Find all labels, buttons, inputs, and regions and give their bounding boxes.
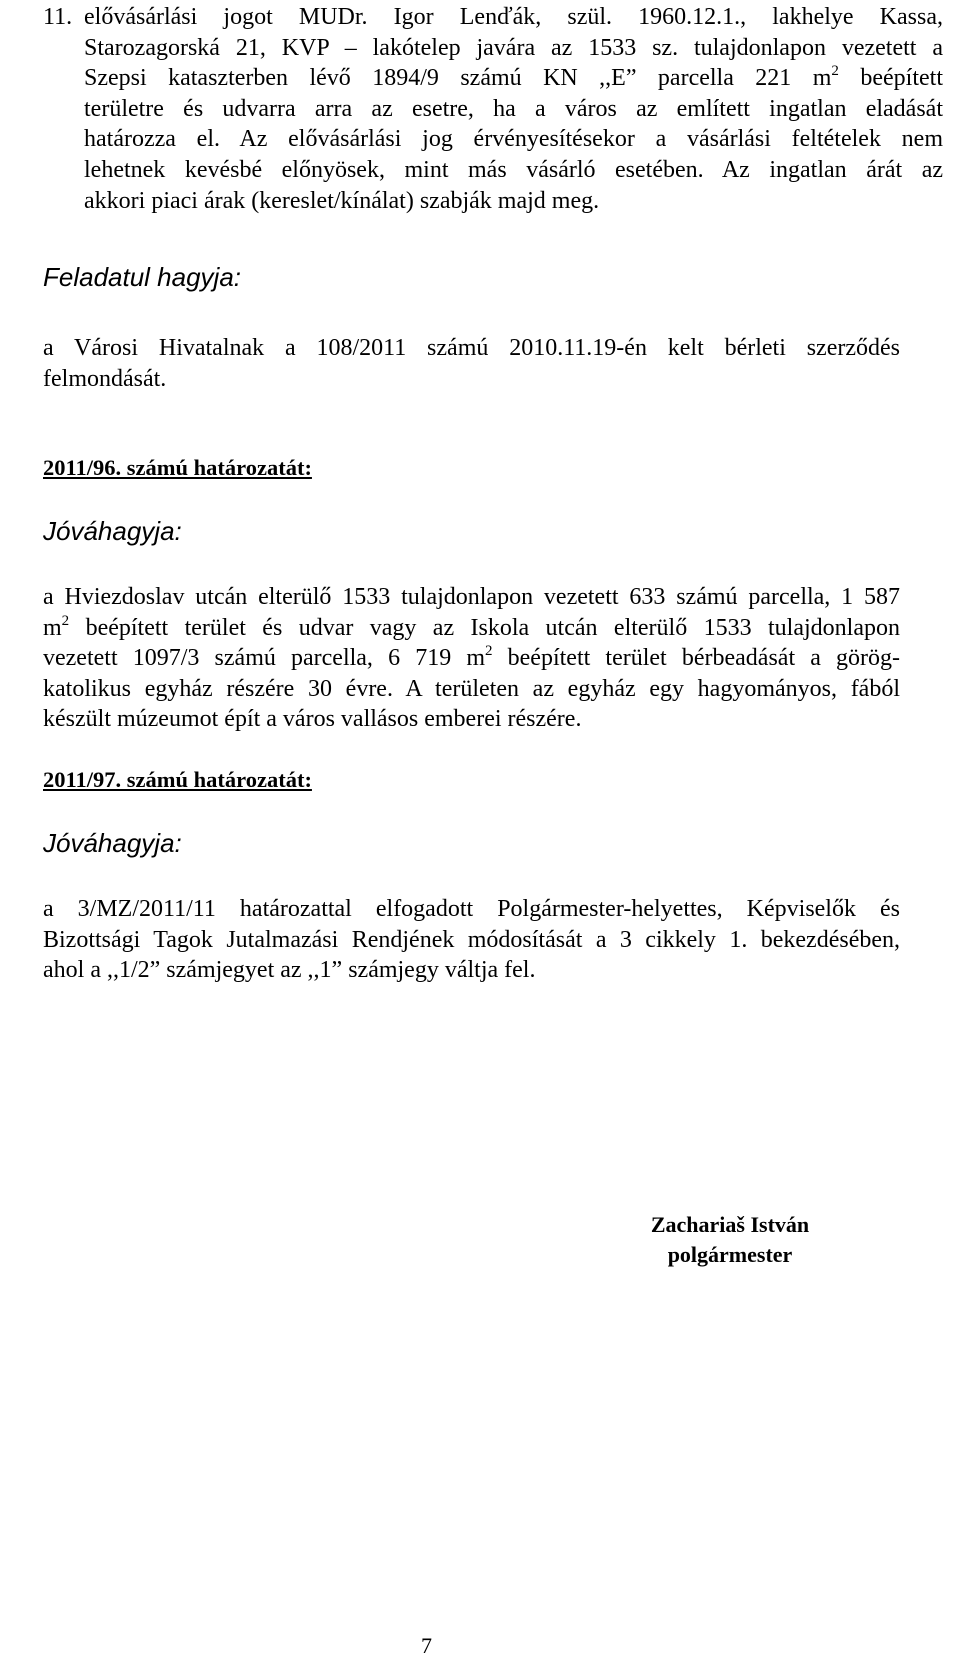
item-11 [43,2,943,216]
item-11-line-3-main: Szepsi kataszterben lévő 1894/9 számú KN ,,E” parcella 221 m [84,65,832,92]
res96-line-2-rest: beépített terület és udvar vagy az Iskola utcán elterülő 1533 tulajdonlapon [85,614,900,641]
item-11-line-1: elővásárlási jogot MUDr. Igor Lenďák, szül. 1960.12.1., lakhelye Kassa, [84,4,943,30]
item-11-line-3-end: beépített [838,65,943,92]
res96-line-1: a Hviezdoslav utcán elterülő 1533 tulajdonlapon vezetett 633 számú parcella, 1 587 [43,584,900,610]
res97-line-1: a 3/MZ/2011/11 határozattal elfogadott Polgármester-helyettes, Képviselők és [43,896,900,922]
item-number: 11. [43,4,73,30]
res97-line-3: ahol a ,,1/2” számjegyet az ,,1” számjegy váltja fel. [43,957,536,984]
signatory-role: polgármester [667,1242,793,1267]
feladatul-line-2: felmondását. [43,365,167,392]
res96-line-4: katolikus egyház részére 30 évre. A területen az egyház egy hagyományos, fából [43,675,900,702]
res96-line-3-rest: beépített terület bérbeadását a görög- [507,645,901,672]
feladatul-text [43,333,900,394]
signatory-name: Zachariaš István [650,1212,810,1237]
res96-line-3-main: vezetett 1097/3 számú parcella, 6 719 m [43,645,486,672]
resolution-96-heading: Jóváhagyja: [43,516,182,546]
superscript-2: 2 [831,63,839,80]
res97-line-2: Bizottsági Tagok Jutalmazási Rendjének módosítását a 3 cikkely 1. bekezdésében, [43,926,900,953]
superscript-2: 2 [61,612,70,629]
res96-line-5: készült múzeumot épít a város vallásos emberei részére. [43,706,582,733]
item-11-line-4: területre és udvarra arra az esetre, ha a város az említett ingatlan eladását [84,95,943,122]
item-11-line-2: Starozagorská 21, KVP – lakótelep javára az 1533 sz. tulajdonlapon vezetett a [84,34,943,61]
superscript-2: 2 [485,643,493,660]
resolution-97-heading: Jóváhagyja: [43,828,182,858]
item-11-line-5: határozza el. Az elővásárlási jog érvényesítésekor a vásárlási feltételek nem [84,126,943,153]
feladatul-line-1: a Városi Hivatalnak a 108/2011 számú 2010.11.19-én kelt bérleti szerződés [43,335,900,361]
res96-line-3 [43,643,900,674]
resolution-97-title: 2011/97. számú határozatát: [43,767,312,792]
item-11-line-7: akkori piaci árak (kereslet/kínálat) szabják majd meg. [84,187,600,214]
page-number: 7 [421,1633,432,1658]
resolution-97-text [43,894,900,986]
signature-block [630,1210,830,1270]
item-11-line-6: lehetnek kevésbé előnyösek, mint más vásárló esetében. Az ingatlan árát az [84,156,943,183]
item-11-line-3 [84,63,943,94]
item-11-text [84,2,943,216]
res96-line-2 [43,613,900,644]
res96-line-2-m: m [43,614,62,641]
resolution-96-text [43,582,900,735]
feladatul-heading: Feladatul hagyja: [43,262,242,292]
resolution-96-title: 2011/96. számú határozatát: [43,455,312,480]
